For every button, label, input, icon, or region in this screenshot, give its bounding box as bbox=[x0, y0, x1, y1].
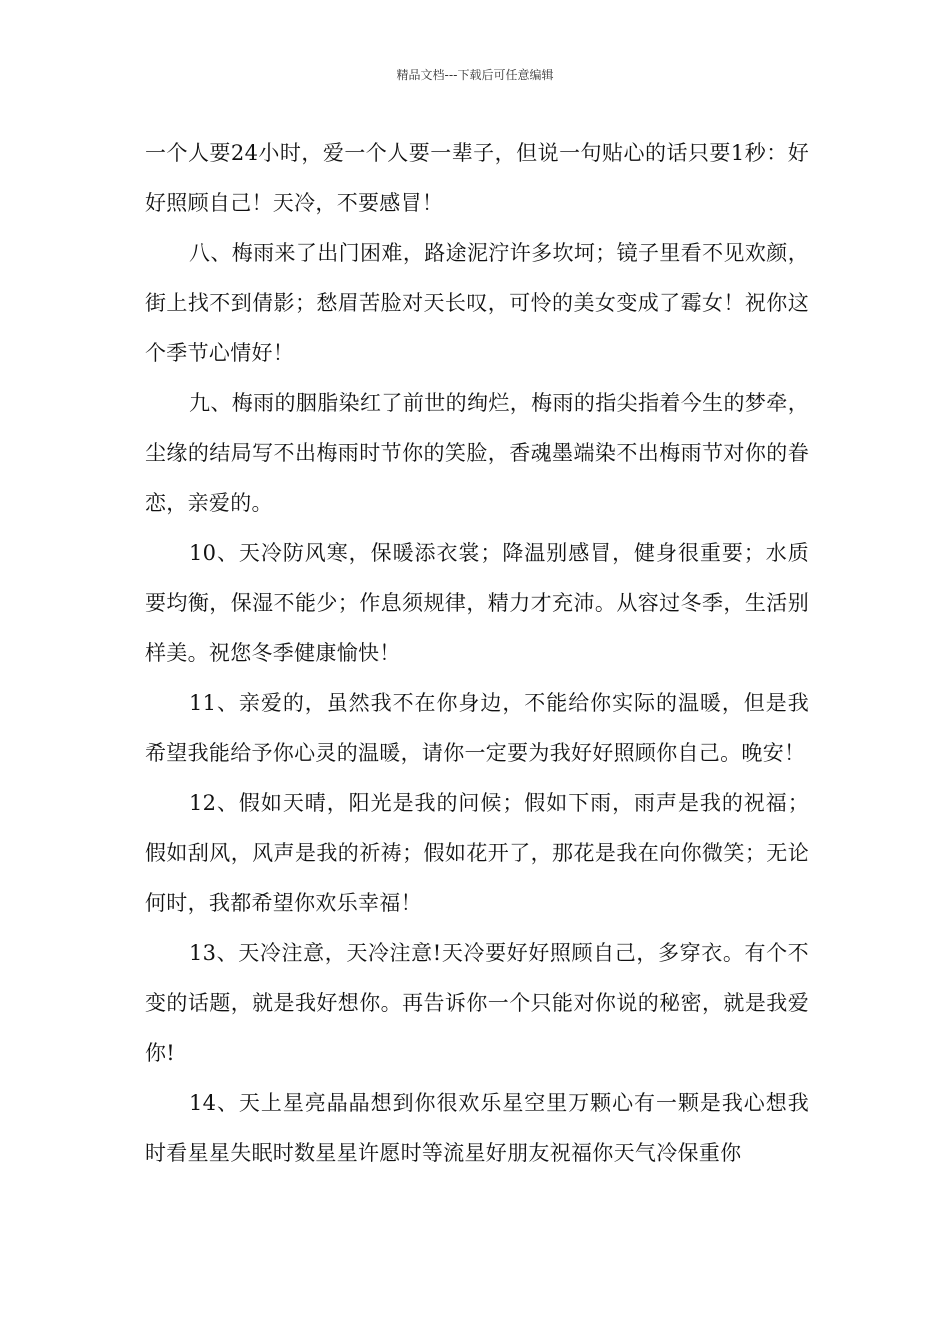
paragraph-9: 九、梅雨的胭脂染红了前世的绚烂，梅雨的指尖指着今生的梦牵，尘缘的结局写不出梅雨时节你的笑脸，香魂墨端染不出梅雨节对你的眷恋，亲爱的。 bbox=[145, 391, 809, 515]
paragraph-10: 10、天冷防风寒，保暖添衣裳；降温别感冒，健身很重要；水质要均衡，保湿不能少；作息须规律，精力才充沛。从容过冬季，生活别样美。祝您冬季健康愉快！ bbox=[145, 541, 809, 665]
paragraph-11: 11、亲爱的，虽然我不在你身边，不能给你实际的温暖，但是我希望我能给予你心灵的温暖，请你一定要为我好好照顾你自己。晚安！ bbox=[145, 691, 809, 765]
paragraph-14: 14、天上星亮晶晶想到你很欢乐星空里万颗心有一颗是我心想我时看星星失眠时数星星许愿时等流星好朋友祝福你天气冷保重你 bbox=[145, 1091, 809, 1165]
paragraph-12: 12、假如天晴，阳光是我的问候；假如下雨，雨声是我的祝福；假如刮风，风声是我的祈祷；假如花开了，那花是我在向你微笑；无论何时，我都希望你欢乐幸福！ bbox=[145, 791, 809, 915]
paragraph-continuation: 一个人要24小时，爱一个人要一辈子，但说一句贴心的话只要1秒：好好照顾自己！天冷，不要感冒！ bbox=[145, 141, 809, 215]
paragraph-8: 八、梅雨来了出门困难，路途泥泞许多坎坷；镜子里看不见欢颜，街上找不到倩影；愁眉苦脸对天长叹，可怜的美女变成了霉女！祝你这个季节心情好！ bbox=[145, 241, 809, 365]
document-body bbox=[145, 128, 809, 1178]
page-header: 精品文档---下载后可任意编辑 bbox=[396, 68, 554, 82]
paragraph-13: 13、天冷注意，天冷注意!天冷要好好照顾自己，多穿衣。有个不变的话题，就是我好想你。再告诉你一个只能对你说的秘密，就是我爱你! bbox=[145, 941, 809, 1065]
